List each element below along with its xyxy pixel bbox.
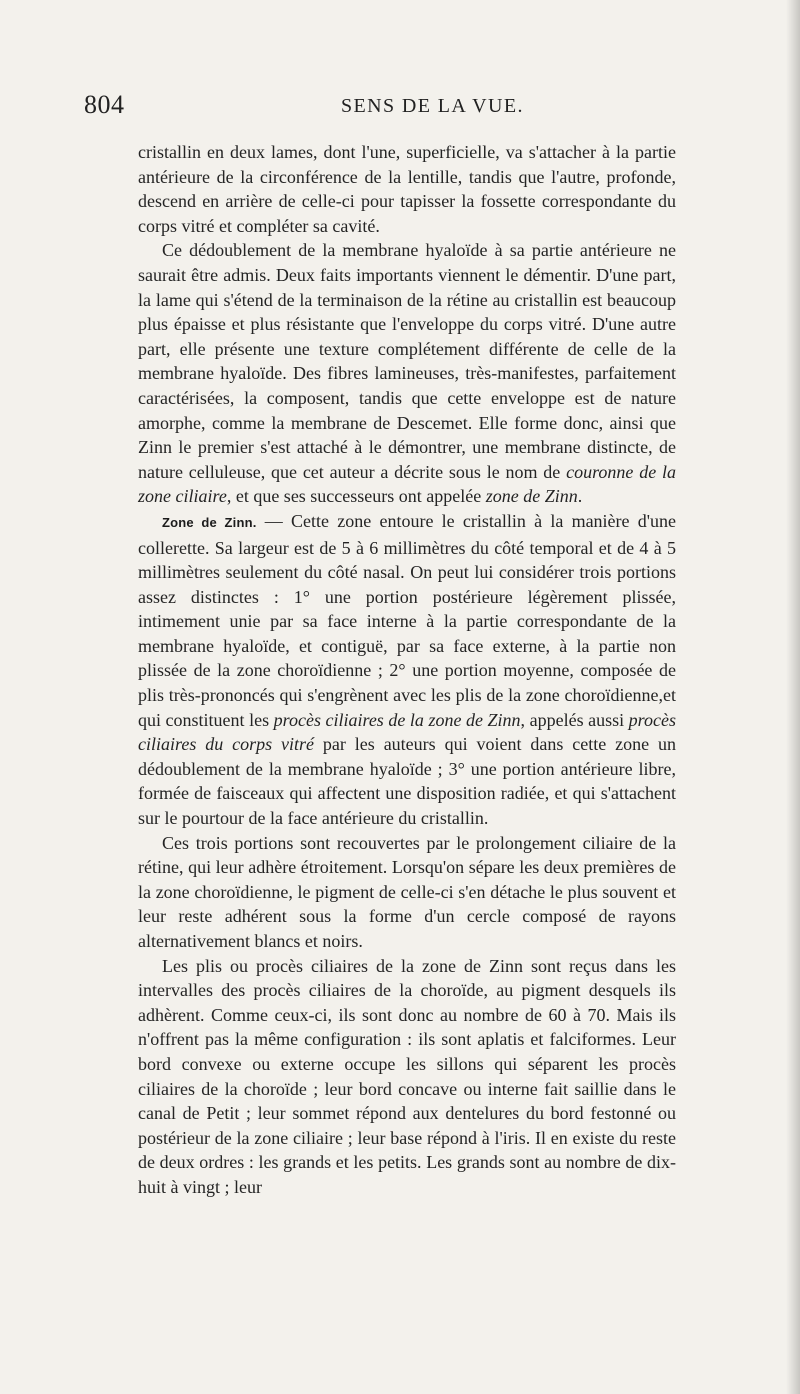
page-number: 804 (84, 90, 125, 119)
body-text (138, 140, 676, 1200)
paragraph-5 (138, 954, 676, 1200)
paragraph-3-text-a: — Cette zone entoure le cristallin à la manière d'une collerette. Sa largeur est de 5 à 6 millimètres du côté temporal et de 4 à 5 millimètres seulement du côté nasal. On peut lui considérer trois portions assez distinctes : 1° une portion postérieure légèrement plissée, intimement unie par sa face interne à la partie correspondante de la membrane hyaloïde, et contiguë, par sa face externe, à la partie non plissée de la zone choroïdienne ; 2° une portion moyenne, composée de plis très-prononcés qui s'engrènent avec les plis de la zone choroïdienne,et qui constituent les (138, 510, 676, 730)
paragraph-2-text-a: Ce dédoublement de la membrane hyaloïde à sa partie antérieure ne saurait être admis. Deux faits importants viennent le démentir. D'une part, la lame qui s'étend de la terminaison de la rétine au cristallin est beaucoup plus épaisse et plus résistante que l'enveloppe du corps vitré. D'une autre part, elle présente une texture complétement différente de celle de la membrane hyaloïde. Des fibres lamineuses, très-manifestes, parfaitement caractérisées, la composent, tandis que cette enveloppe est de nature amorphe, comme la membrane de Descemet. Elle forme donc, ainsi que Zinn le premier s'est attaché à le démontrer, une membrane distincte, de nature celluleuse, que cet auteur a décrite sous le nom de (138, 240, 676, 482)
paragraph-2-text-b: , et que ses successeurs ont appelée (226, 486, 486, 507)
page-header (84, 90, 704, 118)
paragraph-3-text-b: , appelés aussi (520, 709, 629, 730)
section-heading: Zone de Zinn. (162, 514, 257, 530)
paragraph-5-text: Les plis ou procès ciliaires de la zone de Zinn sont reçus dans les intervalles des procès ciliaires de la choroïde, au pigment desquels ils adhèrent. Comme ceux-ci, ils sont donc au nombre de 60 à 70. Mais ils n'offrent pas la même configuration : ils sont aplatis et falciformes. Leur bord convexe ou externe occupe les sillons qui séparent les procès ciliaires de la choroïde ; leur bord concave ou interne fait saillie dans le canal de Petit ; leur sommet répond aux dentelures du bord festonné ou postérieur de la zone ciliaire ; leur base répond à l'iris. Il en existe du reste de deux ordres : les grands et les petits. Les grands sont au nombre de dix-huit à vingt ; leur (138, 955, 676, 1197)
paragraph-3 (138, 509, 676, 831)
term-proces-ciliaires-corps-vitre: procès ciliaires du corps vitré (138, 709, 676, 755)
paragraph-2-text-c: . (577, 486, 583, 507)
running-title: SENS DE LA VUE. (341, 95, 524, 117)
paragraph-1-text: cristallin en deux lames, dont l'une, superficielle, va s'attacher à la partie antérieure de la circonférence de la lentille, tandis que l'autre, profonde, descend en arrière de celle-ci pour tapisser la fossette correspondante du corps vitré et compléter sa cavité. (138, 142, 676, 236)
paragraph-4 (138, 831, 676, 954)
term-zone-de-zinn: zone de Zinn (485, 486, 578, 507)
paragraph-2 (138, 238, 676, 509)
term-couronne-zone-ciliaire: couronne de la zone ciliaire (138, 461, 676, 507)
term-proces-ciliaires-zone: procès ciliaires de la zone de Zinn (273, 709, 521, 730)
paragraph-4-text: Ces trois portions sont recouvertes par le prolongement ciliaire de la rétine, qui leur adhère étroitement. Lorsqu'on sépare les deux premières de la zone choroïdienne, le pigment de celle-ci s'en détache le plus souvent et leur reste adhérent sous la forme d'un cercle composé de rayons alternativement blancs et noirs. (138, 832, 676, 951)
paragraph-1 (138, 140, 676, 238)
page-edge-shadow (786, 0, 800, 1394)
paragraph-3-text-c: par les auteurs qui voient dans cette zone un dédoublement de la membrane hyaloïde ; 3° une portion antérieure libre, formée de faisceaux qui affectent une disposition radiée, et qui s'attachent sur le pourtour de la face antérieure du cristallin. (138, 734, 676, 829)
